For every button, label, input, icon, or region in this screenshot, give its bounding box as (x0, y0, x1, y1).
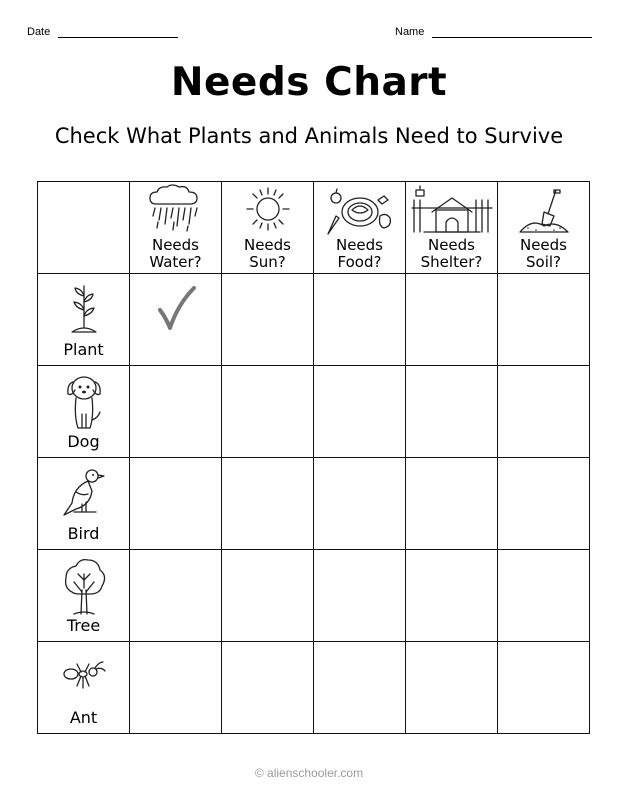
check-cell-ant-water[interactable] (130, 642, 222, 734)
date-blank-line[interactable] (58, 26, 178, 38)
check-cell-bird-soil[interactable] (498, 458, 590, 550)
row-label: Dog (67, 432, 100, 451)
check-cell-bird-sun[interactable] (222, 458, 314, 550)
page-subtitle: Check What Plants and Animals Need to Survive (54, 124, 564, 148)
corner-cell (38, 182, 130, 274)
checkmark-icon (158, 286, 198, 330)
ant-icon (61, 660, 107, 690)
check-cell-ant-shelter[interactable] (406, 642, 498, 734)
rain-cloud-icon (146, 186, 206, 232)
footer-copyright: © alienschooler.com (254, 766, 364, 780)
name-field[interactable] (395, 26, 592, 38)
page-title: Needs Chart (170, 60, 448, 105)
column-header-food (314, 182, 406, 274)
doghouse-icon (410, 186, 494, 236)
check-cell-ant-food[interactable] (314, 642, 406, 734)
check-cell-plant-water[interactable] (130, 274, 222, 366)
check-cell-tree-food[interactable] (314, 550, 406, 642)
row-label: Ant (69, 708, 98, 727)
check-cell-bird-shelter[interactable] (406, 458, 498, 550)
check-cell-tree-shelter[interactable] (406, 550, 498, 642)
check-cell-plant-sun[interactable] (222, 274, 314, 366)
check-cell-bird-food[interactable] (314, 458, 406, 550)
check-cell-dog-shelter[interactable] (406, 366, 498, 458)
shovel-soil-icon (514, 186, 574, 236)
sprout-icon (69, 282, 99, 338)
column-header-soil (498, 182, 590, 274)
header-row (38, 182, 590, 274)
row-header-dog (38, 366, 130, 458)
check-cell-tree-soil[interactable] (498, 550, 590, 642)
check-cell-dog-food[interactable] (314, 366, 406, 458)
row-header-tree (38, 550, 130, 642)
column-label-sun: Needs Sun? (243, 236, 291, 271)
date-field[interactable] (27, 26, 178, 38)
bird-icon (62, 466, 106, 522)
needs-chart-table (37, 181, 590, 734)
check-cell-dog-soil[interactable] (498, 366, 590, 458)
row-header-plant (38, 274, 130, 366)
row-header-bird (38, 458, 130, 550)
dog-icon (64, 374, 104, 432)
check-cell-ant-soil[interactable] (498, 642, 590, 734)
check-cell-dog-water[interactable] (130, 366, 222, 458)
row-label: Plant (63, 340, 104, 359)
table-row (38, 366, 590, 458)
table-row (38, 458, 590, 550)
row-header-ant (38, 642, 130, 734)
check-cell-plant-shelter[interactable] (406, 274, 498, 366)
column-header-water (130, 182, 222, 274)
name-blank-line[interactable] (432, 26, 592, 38)
name-label: Name (395, 26, 425, 38)
column-label-water: Needs Water? (149, 236, 202, 271)
column-header-shelter (406, 182, 498, 274)
food-plate-icon (322, 186, 398, 236)
check-cell-tree-sun[interactable] (222, 550, 314, 642)
check-cell-plant-soil[interactable] (498, 274, 590, 366)
column-label-soil: Needs Soil? (519, 236, 567, 271)
sun-icon (243, 186, 293, 232)
column-label-shelter: Needs Shelter? (420, 236, 483, 271)
tree-icon (62, 558, 106, 618)
row-label: Tree (66, 616, 101, 635)
column-header-sun (222, 182, 314, 274)
column-label-food: Needs Food? (335, 236, 383, 271)
table-row (38, 274, 590, 366)
table-row (38, 550, 590, 642)
table-row (38, 642, 590, 734)
row-label: Bird (67, 524, 100, 543)
check-cell-plant-food[interactable] (314, 274, 406, 366)
date-label: Date (27, 26, 51, 38)
check-cell-dog-sun[interactable] (222, 366, 314, 458)
check-cell-ant-sun[interactable] (222, 642, 314, 734)
check-cell-bird-water[interactable] (130, 458, 222, 550)
check-cell-tree-water[interactable] (130, 550, 222, 642)
